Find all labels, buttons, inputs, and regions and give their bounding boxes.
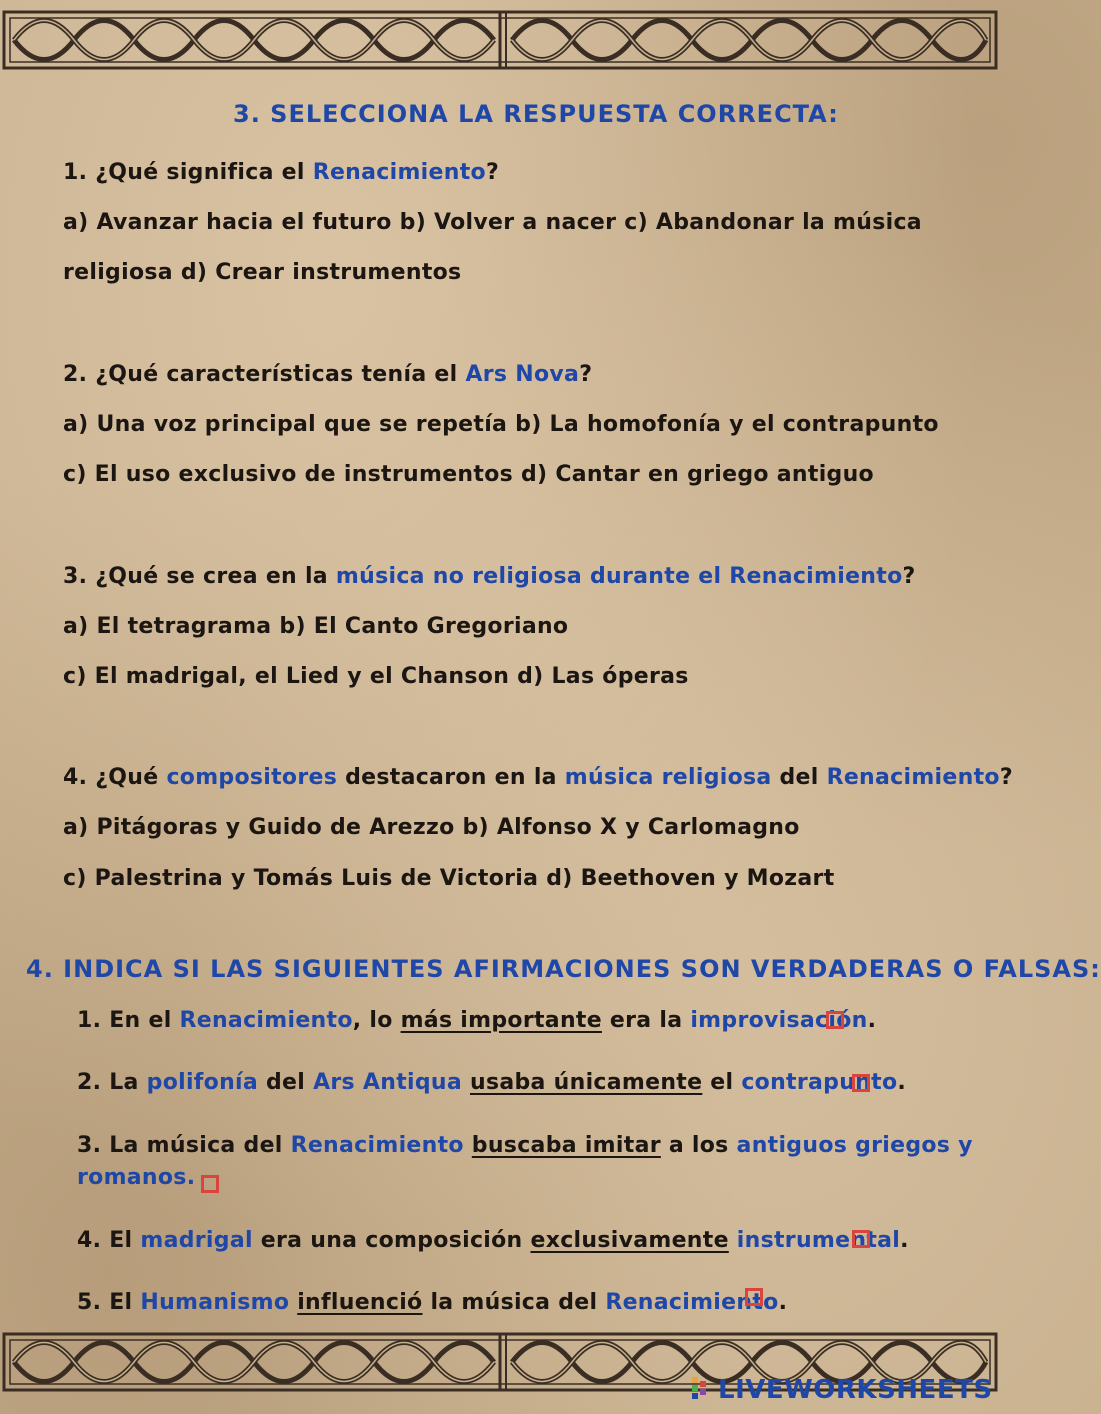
statement-2-text-b: del xyxy=(258,1070,314,1095)
statement-3 xyxy=(77,1133,973,1158)
question-2-keyword: Ars Nova xyxy=(465,362,580,387)
question-3-keyword: música no religiosa durante el Renacimiento xyxy=(335,564,903,589)
statement-2-key-a: polifonía xyxy=(146,1070,259,1095)
statement-5-checkbox[interactable] xyxy=(745,1288,763,1306)
statement-1-text-a: 1. En el xyxy=(77,1008,180,1033)
statement-5-key-a: Humanismo xyxy=(140,1290,290,1315)
statement-5-underlined: influenció xyxy=(297,1290,423,1315)
statement-1-checkbox[interactable] xyxy=(826,1011,844,1029)
liveworksheets-logo-icon xyxy=(690,1375,714,1405)
statement-1 xyxy=(77,1008,876,1033)
statement-4-key-b: instrumental xyxy=(736,1228,901,1253)
section4-title: 4. INDICA SI LAS SIGUIENTES AFIRMACIONES SON VERDADERAS O FALSAS: xyxy=(26,955,1101,983)
statement-5-text-a: 5. El xyxy=(77,1290,141,1315)
statement-4-underlined: exclusivamente xyxy=(530,1228,729,1253)
watermark-text: LIVEWORKSHEETS xyxy=(718,1375,993,1405)
statement-2-checkbox[interactable] xyxy=(852,1074,870,1092)
question-3-options-line2: c) El madrigal, el Lied y el Chanson d) Las óperas xyxy=(63,664,689,689)
liveworksheets-watermark xyxy=(690,1372,993,1408)
statement-2-key-b: Ars Antiqua xyxy=(313,1070,463,1095)
question-4 xyxy=(63,765,1013,790)
statement-5-key-b: Renacimiento xyxy=(605,1290,779,1315)
section3-title: 3. SELECCIONA LA RESPUESTA CORRECTA: xyxy=(233,100,839,128)
question-4-text-b: destacaron en la xyxy=(337,765,565,790)
statement-3-underlined: buscaba imitar xyxy=(471,1133,661,1158)
statement-3-checkbox[interactable] xyxy=(201,1175,219,1193)
question-3-text: 3. ¿Qué se crea en la xyxy=(63,564,336,589)
statement-4-key-a: madrigal xyxy=(140,1228,253,1253)
statement-3-text-a: 3. La música del xyxy=(77,1133,291,1158)
question-1-options-line2: religiosa d) Crear instrumentos xyxy=(63,260,462,285)
statement-5-text-b: la música del xyxy=(422,1290,606,1315)
statement-1-text-c: era la xyxy=(601,1008,691,1033)
question-2 xyxy=(63,362,592,387)
statement-3-key-c: romanos xyxy=(77,1165,187,1190)
statement-4-text-a: 4. El xyxy=(77,1228,141,1253)
question-4-keyword-a: compositores xyxy=(166,765,338,790)
statement-2-end: . xyxy=(897,1070,907,1095)
statement-1-end: . xyxy=(867,1008,877,1033)
statement-2-space xyxy=(462,1070,470,1095)
statement-1-key-a: Renacimiento xyxy=(179,1008,353,1033)
question-2-mark: ? xyxy=(579,362,593,387)
statement-1-underlined: más importante xyxy=(400,1008,602,1033)
question-2-text: 2. ¿Qué características tenía el xyxy=(63,362,466,387)
statement-3-text-b: a los xyxy=(660,1133,737,1158)
statement-3-space xyxy=(464,1133,472,1158)
statement-4-space xyxy=(729,1228,737,1253)
statement-2-key-c: contrapunto xyxy=(741,1070,898,1095)
question-2-options-line2: c) El uso exclusivo de instrumentos d) Cantar en griego antiguo xyxy=(63,462,874,487)
question-4-options-line2: c) Palestrina y Tomás Luis de Victoria d) Beethoven y Mozart xyxy=(63,866,835,891)
question-4-keyword-b: música religiosa xyxy=(564,765,772,790)
statement-4 xyxy=(77,1228,909,1253)
statement-2-underlined: usaba únicamente xyxy=(469,1070,703,1095)
question-3 xyxy=(63,564,916,589)
question-4-mark: ? xyxy=(999,765,1013,790)
statement-2-text-a: 2. La xyxy=(77,1070,147,1095)
question-1-mark: ? xyxy=(485,160,499,185)
question-1-keyword: Renacimiento xyxy=(312,160,486,185)
statement-4-end: . xyxy=(900,1228,909,1253)
question-4-text-a: 4. ¿Qué xyxy=(63,765,167,790)
question-4-options-line1: a) Pitágoras y Guido de Arezzo b) Alfonso X y Carlomagno xyxy=(63,815,800,840)
question-3-options-line1: a) El tetragrama b) El Canto Gregoriano xyxy=(63,614,569,639)
statement-5 xyxy=(77,1290,787,1315)
statement-2-text-c: el xyxy=(702,1070,742,1095)
statement-4-checkbox[interactable] xyxy=(852,1230,870,1248)
question-2-options-line1: a) Una voz principal que se repetía b) La homofonía y el contrapunto xyxy=(63,412,939,437)
question-1-text: 1. ¿Qué significa el xyxy=(63,160,313,185)
statement-4-text-b: era una composición xyxy=(252,1228,531,1253)
question-1 xyxy=(63,160,499,185)
statement-1-text-b: , lo xyxy=(352,1008,401,1033)
celtic-border-top xyxy=(0,8,1000,72)
question-4-text-c: del xyxy=(771,765,827,790)
question-3-mark: ? xyxy=(902,564,916,589)
statement-5-end: . xyxy=(778,1290,788,1315)
question-1-options-line1: a) Avanzar hacia el futuro b) Volver a nacer c) Abandonar la música xyxy=(63,210,922,235)
statement-3-end: . xyxy=(186,1165,196,1190)
question-4-keyword-c: Renacimiento xyxy=(826,765,1000,790)
statement-2 xyxy=(77,1070,906,1095)
statement-3-key-a: Renacimiento xyxy=(290,1133,464,1158)
statement-1-key-b: improvisación xyxy=(690,1008,868,1033)
statement-3-line2 xyxy=(77,1165,195,1190)
statement-3-key-b: antiguos griegos y xyxy=(736,1133,973,1158)
